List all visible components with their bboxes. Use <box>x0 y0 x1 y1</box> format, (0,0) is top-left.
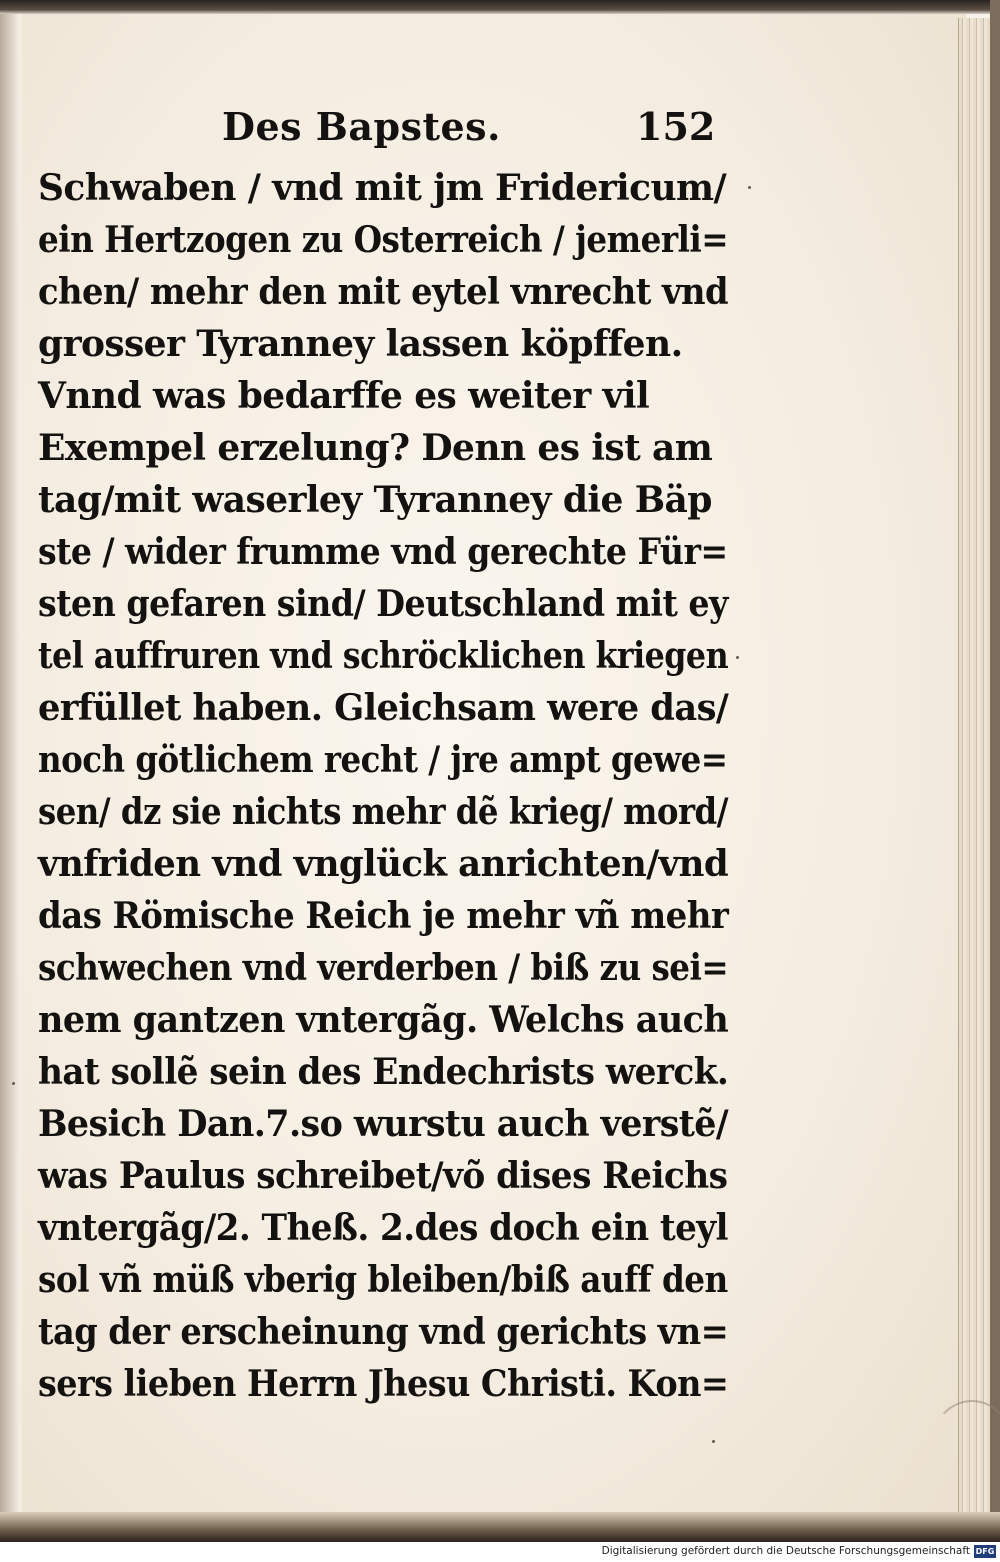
text-line: sten gefaren sind/ Deutschland mit ey <box>38 583 728 625</box>
ink-speck <box>736 656 739 659</box>
text-line: Schwaben / vnd mit jm Fridericum/ <box>38 167 727 209</box>
text-line: Vnnd was bedarffe es weiter vil <box>38 375 650 417</box>
top-edge <box>0 0 1000 14</box>
right-shadow <box>990 0 1000 1562</box>
bottom-edge <box>0 1512 1000 1542</box>
text-line: ein Hertzogen zu Osterreich / jemerli= <box>38 219 729 261</box>
text-line: Exempel erzelung? Denn es ist am <box>38 427 713 469</box>
text-line: vnfriden vnd vnglück anrichten/vnd <box>38 843 729 885</box>
dfg-logo: DFG <box>975 1547 995 1556</box>
text-line: sen/ dz sie nichts mehr dẽ krieg/ mord/ <box>38 791 728 833</box>
text-line: tag/mit waserley Tyranney die Bäp <box>38 479 712 521</box>
page-number: 152 <box>636 104 716 149</box>
ink-speck <box>12 1082 15 1085</box>
text-line: grosser Tyranney lassen köpffen. <box>38 323 683 365</box>
credit-text: Digitalisierung gefördert durch die Deutsche Forschungsgemeinschaft <box>601 1545 970 1557</box>
page-gutter <box>0 0 22 1562</box>
text-line: noch götlichem recht / jre ampt gewe= <box>38 739 728 781</box>
text-line: erfüllet haben. Gleichsam were das/ <box>38 687 729 729</box>
credit-bar <box>0 1542 1000 1562</box>
ink-speck <box>712 1440 715 1443</box>
text-line: sol vñ müß vberig bleiben/biß auff den <box>38 1259 728 1301</box>
text-line: sers lieben Herrn Jhesu Christi. Kon= <box>38 1363 729 1405</box>
text-line: chen/ mehr den mit eytel vnrecht vnd <box>38 271 729 313</box>
ink-speck <box>748 186 751 189</box>
text-line: das Römische Reich je mehr vñ mehr <box>38 895 729 937</box>
running-head: Des Bapstes. <box>222 104 501 149</box>
text-line: tag der erscheinung vnd gerichts vn= <box>38 1311 729 1353</box>
text-line: Besich Dan.7.so wurstu auch verstẽ/ <box>38 1103 729 1145</box>
text-line: ste / wider frumme vnd gerechte Für= <box>38 531 728 573</box>
text-line: hat sollẽ sein des Endechrists werck. <box>38 1051 729 1093</box>
text-line: tel auffruren vnd schröcklichen kriegen <box>38 635 729 677</box>
text-line: vntergãg/2. Theß. 2.des doch ein teyl <box>38 1207 728 1249</box>
page-stack-edge <box>958 18 991 1518</box>
text-line: was Paulus schreibet/võ dises Reichs <box>38 1155 728 1197</box>
text-line: nem gantzen vntergãg. Welchs auch <box>38 999 729 1041</box>
text-line: schwechen vnd verderben / biß zu sei= <box>38 947 729 989</box>
